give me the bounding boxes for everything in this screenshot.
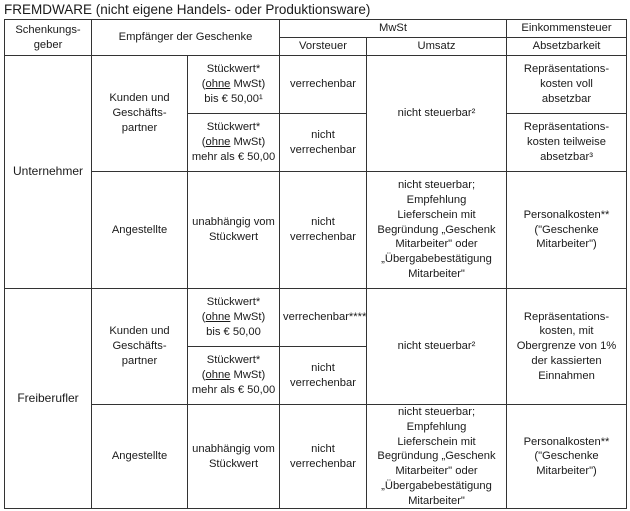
table-row — [5, 289, 627, 347]
cell-angestellte: Angestellte — [92, 405, 188, 509]
cell-angestellte: Angestellte — [92, 172, 188, 289]
cell-stueckwert-mehr: Stückwert* (ohne MwSt) mehr als € 50,00 — [188, 347, 280, 405]
cell-absetzbarkeit: Personalkosten** ("Geschenke Mitarbeiter") — [507, 172, 627, 289]
cell-umsatz: nicht steuerbar; Empfehlung Lieferschein mit Begründung „Geschenk Mitarbeiter" oder „Übergabebestätigung Mitarbeiter" — [367, 405, 507, 509]
cell-stueckwert-bis: Stückwert* (ohne MwSt) bis € 50,00¹ — [188, 56, 280, 114]
group-unternehmer: Unternehmer — [5, 56, 92, 289]
cell-umsatz: nicht steuerbar² — [367, 56, 507, 172]
cell-stueckwert-bis: Stückwert* (ohne MwSt) bis € 50,00 — [188, 289, 280, 347]
cell-stueckwert-unabh: unabhängig vom Stückwert — [188, 172, 280, 289]
cell-absetzbarkeit: Repräsentations- kosten teilweise absetzbar³ — [507, 114, 627, 172]
cell-vorsteuer: nicht verrechenbar — [280, 405, 367, 509]
header-row — [5, 20, 627, 38]
cell-vorsteuer: nicht verrechenbar — [280, 114, 367, 172]
table-row — [5, 172, 627, 289]
header-einkommensteuer: Einkommensteuer — [507, 20, 627, 38]
table-row — [5, 405, 627, 509]
group-freiberufler: Freiberufler — [5, 289, 92, 509]
header-empfaenger: Empfänger der Geschenke — [92, 20, 280, 56]
cell-stueckwert-unabh: unabhängig vom Stückwert — [188, 405, 280, 509]
page-title: FREMDWARE (nicht eigene Handels- oder Produktionsware) — [4, 2, 371, 17]
header-mwst: MwSt — [280, 20, 507, 38]
cell-umsatz: nicht steuerbar; Empfehlung Lieferschein mit Begründung „Geschenk Mitarbeiter" oder „Übergabebestätigung Mitarbeiter" — [367, 172, 507, 289]
cell-kunden: Kunden und Geschäfts- partner — [92, 56, 188, 172]
cell-vorsteuer: verrechenbar**** — [280, 289, 367, 347]
cell-vorsteuer: nicht verrechenbar — [280, 347, 367, 405]
cell-absetzbarkeit: Repräsentations- kosten voll absetzbar — [507, 56, 627, 114]
cell-stueckwert-mehr: Stückwert* (ohne MwSt) mehr als € 50,00 — [188, 114, 280, 172]
header-absetzbarkeit: Absetzbarkeit — [507, 38, 627, 56]
cell-absetzbarkeit: Personalkosten** ("Geschenke Mitarbeiter") — [507, 405, 627, 509]
cell-kunden: Kunden und Geschäfts- partner — [92, 289, 188, 405]
header-umsatz: Umsatz — [367, 38, 507, 56]
cell-absetzbarkeit: Repräsentations- kosten, mit Obergrenze von 1% der kassierten Einnahmen — [507, 289, 627, 405]
cell-vorsteuer: verrechenbar — [280, 56, 367, 114]
header-vorsteuer: Vorsteuer — [280, 38, 367, 56]
cell-umsatz: nicht steuerbar² — [367, 289, 507, 405]
table-row — [5, 56, 627, 114]
gift-tax-table — [4, 19, 627, 509]
cell-vorsteuer: nicht verrechenbar — [280, 172, 367, 289]
header-schenkungsgeber: Schenkungs- geber — [5, 20, 92, 56]
